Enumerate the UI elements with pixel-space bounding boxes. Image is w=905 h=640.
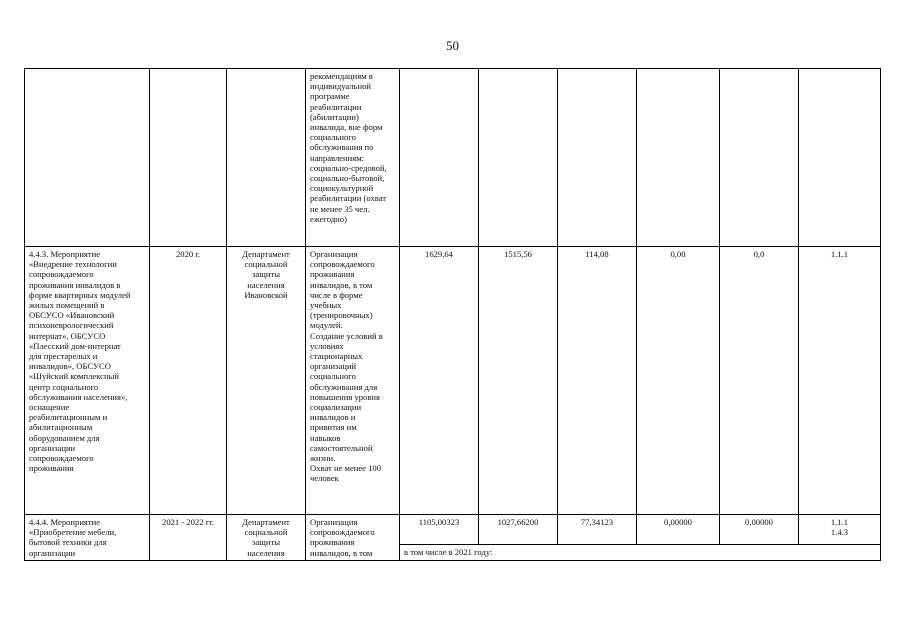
result-cell: рекомендациям в индивидуальной программе реабилитации (абилитации) инвалида, вне форм социального обслуживания по направлениям: социально-средовой, социально-бытовой, социокультурной реабилитации (охват не менее 35 чел. ежегодно) bbox=[306, 69, 400, 247]
value-cell bbox=[720, 69, 799, 247]
total-cell: 1629,64 bbox=[400, 247, 479, 515]
event-cell: 4.4.4. Мероприятие «Приобретение мебели, бытовой техники для организации bbox=[25, 515, 150, 561]
period-cell bbox=[150, 69, 227, 247]
event-cell bbox=[25, 69, 150, 247]
executor-cell: Департамент социальной защиты населения bbox=[227, 515, 306, 561]
indicator-cell: 1.1.1 1.4.3 bbox=[799, 515, 881, 545]
table-row bbox=[25, 515, 881, 545]
indicator-cell: 1.1.1 bbox=[799, 247, 881, 515]
table-row bbox=[25, 247, 881, 515]
result-cell: Организация сопровождаемого проживания инвалидов, в том числе в форме учебных (тренировочных) модулей. Создание условий в условиях стационарных организаций социального обслуживания для повышения уровня социализации инвалидов и привития им навыков самостоятельной жизни. Охват не менее 100 человек bbox=[306, 247, 400, 515]
period-cell: 2020 г. bbox=[150, 247, 227, 515]
value-cell bbox=[637, 69, 720, 247]
value-cell: 0,00 bbox=[637, 247, 720, 515]
value-cell bbox=[479, 69, 558, 247]
value-cell: 1027,66200 bbox=[479, 515, 558, 545]
value-cell: 0,00000 bbox=[720, 515, 799, 545]
subnote-cell: в том числе в 2021 году: bbox=[400, 545, 881, 561]
value-cell: 1515,56 bbox=[479, 247, 558, 515]
total-cell bbox=[400, 69, 479, 247]
indicator-cell bbox=[799, 69, 881, 247]
program-table bbox=[24, 68, 881, 561]
page-number: 50 bbox=[446, 38, 459, 53]
value-cell: 114,08 bbox=[558, 247, 637, 515]
table-row bbox=[25, 69, 881, 247]
period-cell: 2021 - 2022 гг. bbox=[150, 515, 227, 561]
event-cell: 4.4.3. Мероприятие «Внедрение технологии сопровождаемого проживания инвалидов в форме квартирных модулей жилых помещений в ОБСУСО «Ивановский психоневрологический интернат», ОБСУСО «Плесский дом-интернат для престарелых и инвалидов», ОБСУСО «Шуйский комплексный центр социального обслуживания населения», оснащение реабилитационным и абилитационным оборудованием для организации сопровождаемого проживания bbox=[25, 247, 150, 515]
value-cell: 77,34123 bbox=[558, 515, 637, 545]
result-cell: Организация сопровождаемого проживания инвалидов, в том bbox=[306, 515, 400, 561]
executor-cell: Департамент социальной защиты населения Ивановской bbox=[227, 247, 306, 515]
value-cell bbox=[558, 69, 637, 247]
value-cell: 0,0 bbox=[720, 247, 799, 515]
executor-cell bbox=[227, 69, 306, 247]
value-cell: 0,00000 bbox=[637, 515, 720, 545]
total-cell: 1105,00323 bbox=[400, 515, 479, 545]
